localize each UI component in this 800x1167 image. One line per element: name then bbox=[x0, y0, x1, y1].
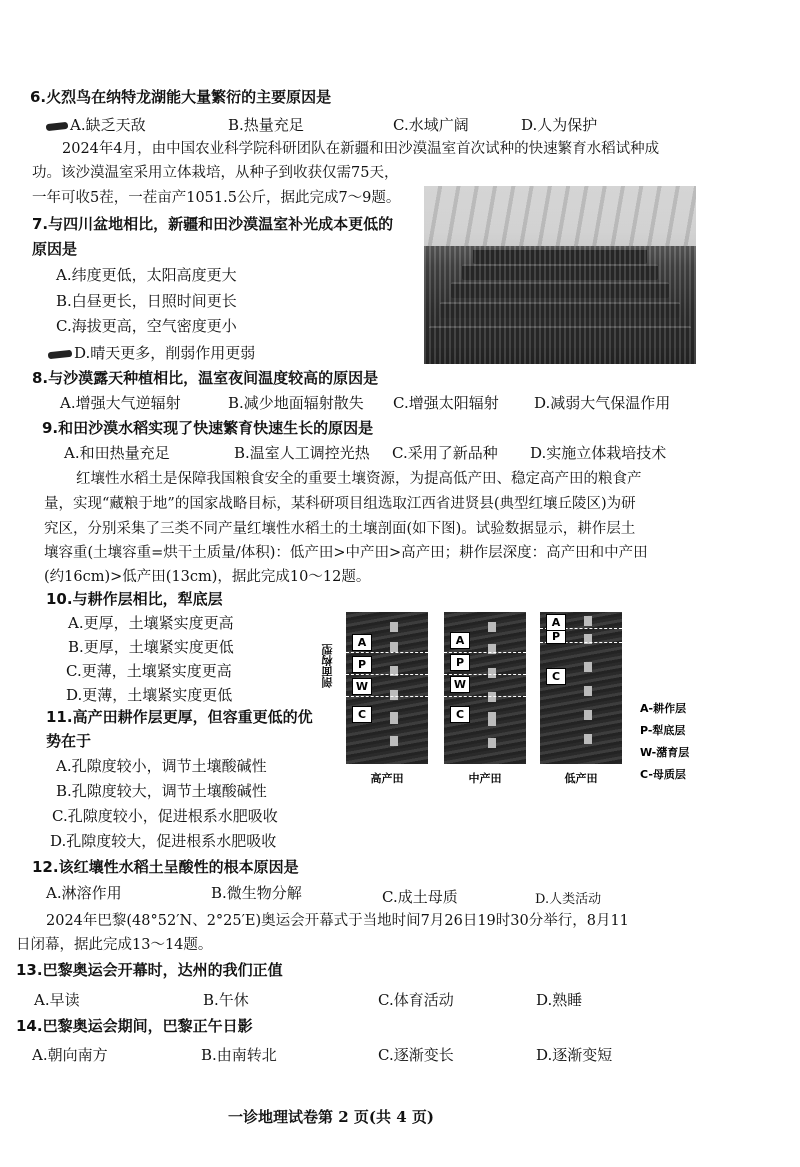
q13-option-d[interactable]: D.熟睡 bbox=[536, 991, 583, 1009]
profile-low-yield bbox=[540, 612, 622, 764]
q13-option-b[interactable]: B.午休 bbox=[203, 991, 249, 1009]
q12-option-a[interactable]: A.淋溶作用 bbox=[46, 884, 122, 902]
layer-p-label: P bbox=[352, 656, 372, 673]
page-footer: 一诊地理试卷第 2 页(共 4 页) bbox=[228, 1108, 434, 1126]
question-13-stem: 13.巴黎奥运会开幕时，达州的我们正值 bbox=[16, 961, 283, 979]
q7-option-b[interactable]: B.白昼更长，日照时间更长 bbox=[56, 292, 237, 310]
question-10-stem: 10.与耕作层相比，犁底层 bbox=[46, 590, 223, 608]
q6-option-b[interactable]: B.热量充足 bbox=[228, 116, 304, 134]
passage-soil-line4: 壤容重(土壤容重=烘干土质量/体积)：低产田>中产田>高产田；耕作层深度：高产田和中产田 bbox=[44, 545, 648, 561]
question-6-stem: 6.火烈鸟在纳特龙湖能大量繁衍的主要原因是 bbox=[30, 88, 332, 106]
profile-high-yield bbox=[346, 612, 428, 764]
q12-option-c[interactable]: C.成土母质 bbox=[382, 888, 458, 906]
layer-c-label: C bbox=[546, 668, 566, 685]
legend-w: W-潴育层 bbox=[640, 746, 690, 759]
passage-rice-line3: 一年可收5茬，一茬亩产1051.5公斤，据此完成7～9题。 bbox=[32, 190, 401, 206]
layer-w-label: W bbox=[450, 676, 470, 693]
q14-option-c[interactable]: C.逐渐变长 bbox=[378, 1046, 454, 1064]
passage-soil-line2: 量，实现“藏粮于地”的国家战略目标，某科研项目组选取江西省进贤县(典型红壤丘陵区)为研 bbox=[44, 496, 636, 512]
q11-option-a[interactable]: A.孔隙度较小，调节土壤酸碱性 bbox=[56, 757, 267, 775]
q7-option-d[interactable]: D.晴天更多，削弱作用更弱 bbox=[48, 342, 255, 363]
passage-rice-line2: 功。该沙漠温室采用立体栽培，从种子到收获仅需75天， bbox=[32, 165, 399, 181]
layer-w-label: W bbox=[352, 678, 372, 695]
q8-option-b[interactable]: B.减少地面辐射散失 bbox=[228, 394, 364, 412]
q14-option-b[interactable]: B.由南转北 bbox=[201, 1046, 277, 1064]
q14-option-d[interactable]: D.逐渐变短 bbox=[536, 1046, 613, 1064]
layer-a-label: A bbox=[546, 614, 566, 631]
q8-option-d[interactable]: D.减弱大气保温作用 bbox=[534, 394, 671, 412]
passage-soil-line5: (约16cm)>低产田(13cm)，据此完成10～12题。 bbox=[44, 569, 371, 585]
question-9-stem: 9.和田沙漠水稻实现了快速繁育快速生长的原因是 bbox=[42, 419, 374, 437]
layer-p-label: P bbox=[546, 630, 566, 644]
question-11-stem: 11.高产田耕作层更厚，但容重更低的优 bbox=[46, 708, 313, 726]
question-8-stem: 8.与沙漠露天种植相比，温室夜间温度较高的原因是 bbox=[32, 369, 379, 387]
q11-option-d[interactable]: D.孔隙度较大，促进根系水肥吸收 bbox=[50, 832, 277, 850]
question-12-stem: 12.该红壤性水稻土呈酸性的根本原因是 bbox=[32, 858, 299, 876]
passage-soil-line1: 红壤性水稻土是保障我国粮食安全的重要土壤资源，为提高低产田、稳定高产田的粮食产 bbox=[76, 471, 642, 487]
question-7-stem: 7.与四川盆地相比，新疆和田沙漠温室补光成本更低的 bbox=[32, 215, 394, 233]
label-low-yield: 低产田 bbox=[564, 772, 598, 785]
label-high-yield: 高产田 bbox=[370, 772, 404, 785]
passage-paris-line1: 2024年巴黎(48°52′N、2°25′E)奥运会开幕式于当地时间7月26日19时30分举行，8月11 bbox=[46, 913, 629, 929]
layer-p-label: P bbox=[450, 654, 470, 671]
pen-mark-icon bbox=[48, 349, 73, 358]
soil-profile-figure bbox=[318, 604, 708, 790]
question-11-stem-cont: 势在于 bbox=[46, 732, 92, 750]
q6-option-a[interactable]: A.缺乏天敌 bbox=[46, 114, 146, 135]
q7-option-c[interactable]: C.海拔更高，空气密度更小 bbox=[56, 317, 237, 335]
pen-mark-icon bbox=[46, 121, 69, 130]
layer-a-label: A bbox=[450, 632, 470, 649]
q8-option-c[interactable]: C.增强太阳辐射 bbox=[393, 394, 499, 412]
q12-option-d[interactable]: D.人类活动 bbox=[535, 892, 602, 907]
q12-option-b[interactable]: B.微生物分解 bbox=[211, 884, 302, 902]
figure-vertical-label: 剖面构型 bbox=[321, 644, 334, 688]
q10-option-a[interactable]: A.更厚，土壤紧实度更高 bbox=[68, 614, 234, 632]
q11-option-c[interactable]: C.孔隙度较小，促进根系水肥吸收 bbox=[52, 807, 278, 825]
q6-option-d[interactable]: D.人为保护 bbox=[521, 116, 598, 134]
q14-option-a[interactable]: A.朝向南方 bbox=[32, 1046, 108, 1064]
layer-a-label: A bbox=[352, 634, 372, 651]
question-14-stem: 14.巴黎奥运会期间，巴黎正午日影 bbox=[16, 1017, 253, 1035]
legend-a: A-耕作层 bbox=[640, 702, 687, 715]
q9-option-b[interactable]: B.温室人工调控光热 bbox=[234, 444, 370, 462]
legend-c: C-母质层 bbox=[640, 768, 686, 781]
q10-option-b[interactable]: B.更厚，土壤紧实度更低 bbox=[68, 638, 234, 656]
q9-option-d[interactable]: D.实施立体栽培技术 bbox=[530, 444, 667, 462]
question-7-stem-cont: 原因是 bbox=[32, 240, 78, 258]
legend-p: P-犁底层 bbox=[640, 724, 686, 737]
passage-paris-line2: 日闭幕，据此完成13～14题。 bbox=[16, 937, 213, 953]
greenhouse-rice-photo bbox=[424, 186, 696, 364]
q10-option-c[interactable]: C.更薄，土壤紧实度更高 bbox=[66, 662, 232, 680]
q11-option-b[interactable]: B.孔隙度较大，调节土壤酸碱性 bbox=[56, 782, 267, 800]
q13-option-a[interactable]: A.早读 bbox=[34, 991, 80, 1009]
q9-option-c[interactable]: C.采用了新品种 bbox=[392, 444, 498, 462]
label-medium-yield: 中产田 bbox=[468, 772, 502, 785]
passage-rice-line1: 2024年4月，由中国农业科学院科研团队在新疆和田沙漠温室首次试种的快速繁育水稻试种成 bbox=[62, 141, 660, 157]
q9-option-a[interactable]: A.和田热量充足 bbox=[64, 444, 170, 462]
q6-option-c[interactable]: C.水域广阔 bbox=[393, 116, 469, 134]
q8-option-a[interactable]: A.增强大气逆辐射 bbox=[60, 394, 181, 412]
q13-option-c[interactable]: C.体育活动 bbox=[378, 991, 454, 1009]
layer-c-label: C bbox=[352, 706, 372, 723]
q10-option-d[interactable]: D.更薄，土壤紧实度更低 bbox=[66, 686, 233, 704]
layer-c-label: C bbox=[450, 706, 470, 723]
profile-medium-yield bbox=[444, 612, 526, 764]
passage-soil-line3: 究区，分别采集了三类不同产量红壤性水稻土的土壤剖面(如下图)。试验数据显示，耕作层土 bbox=[44, 521, 636, 537]
q7-option-a[interactable]: A.纬度更低，太阳高度更大 bbox=[56, 266, 237, 284]
